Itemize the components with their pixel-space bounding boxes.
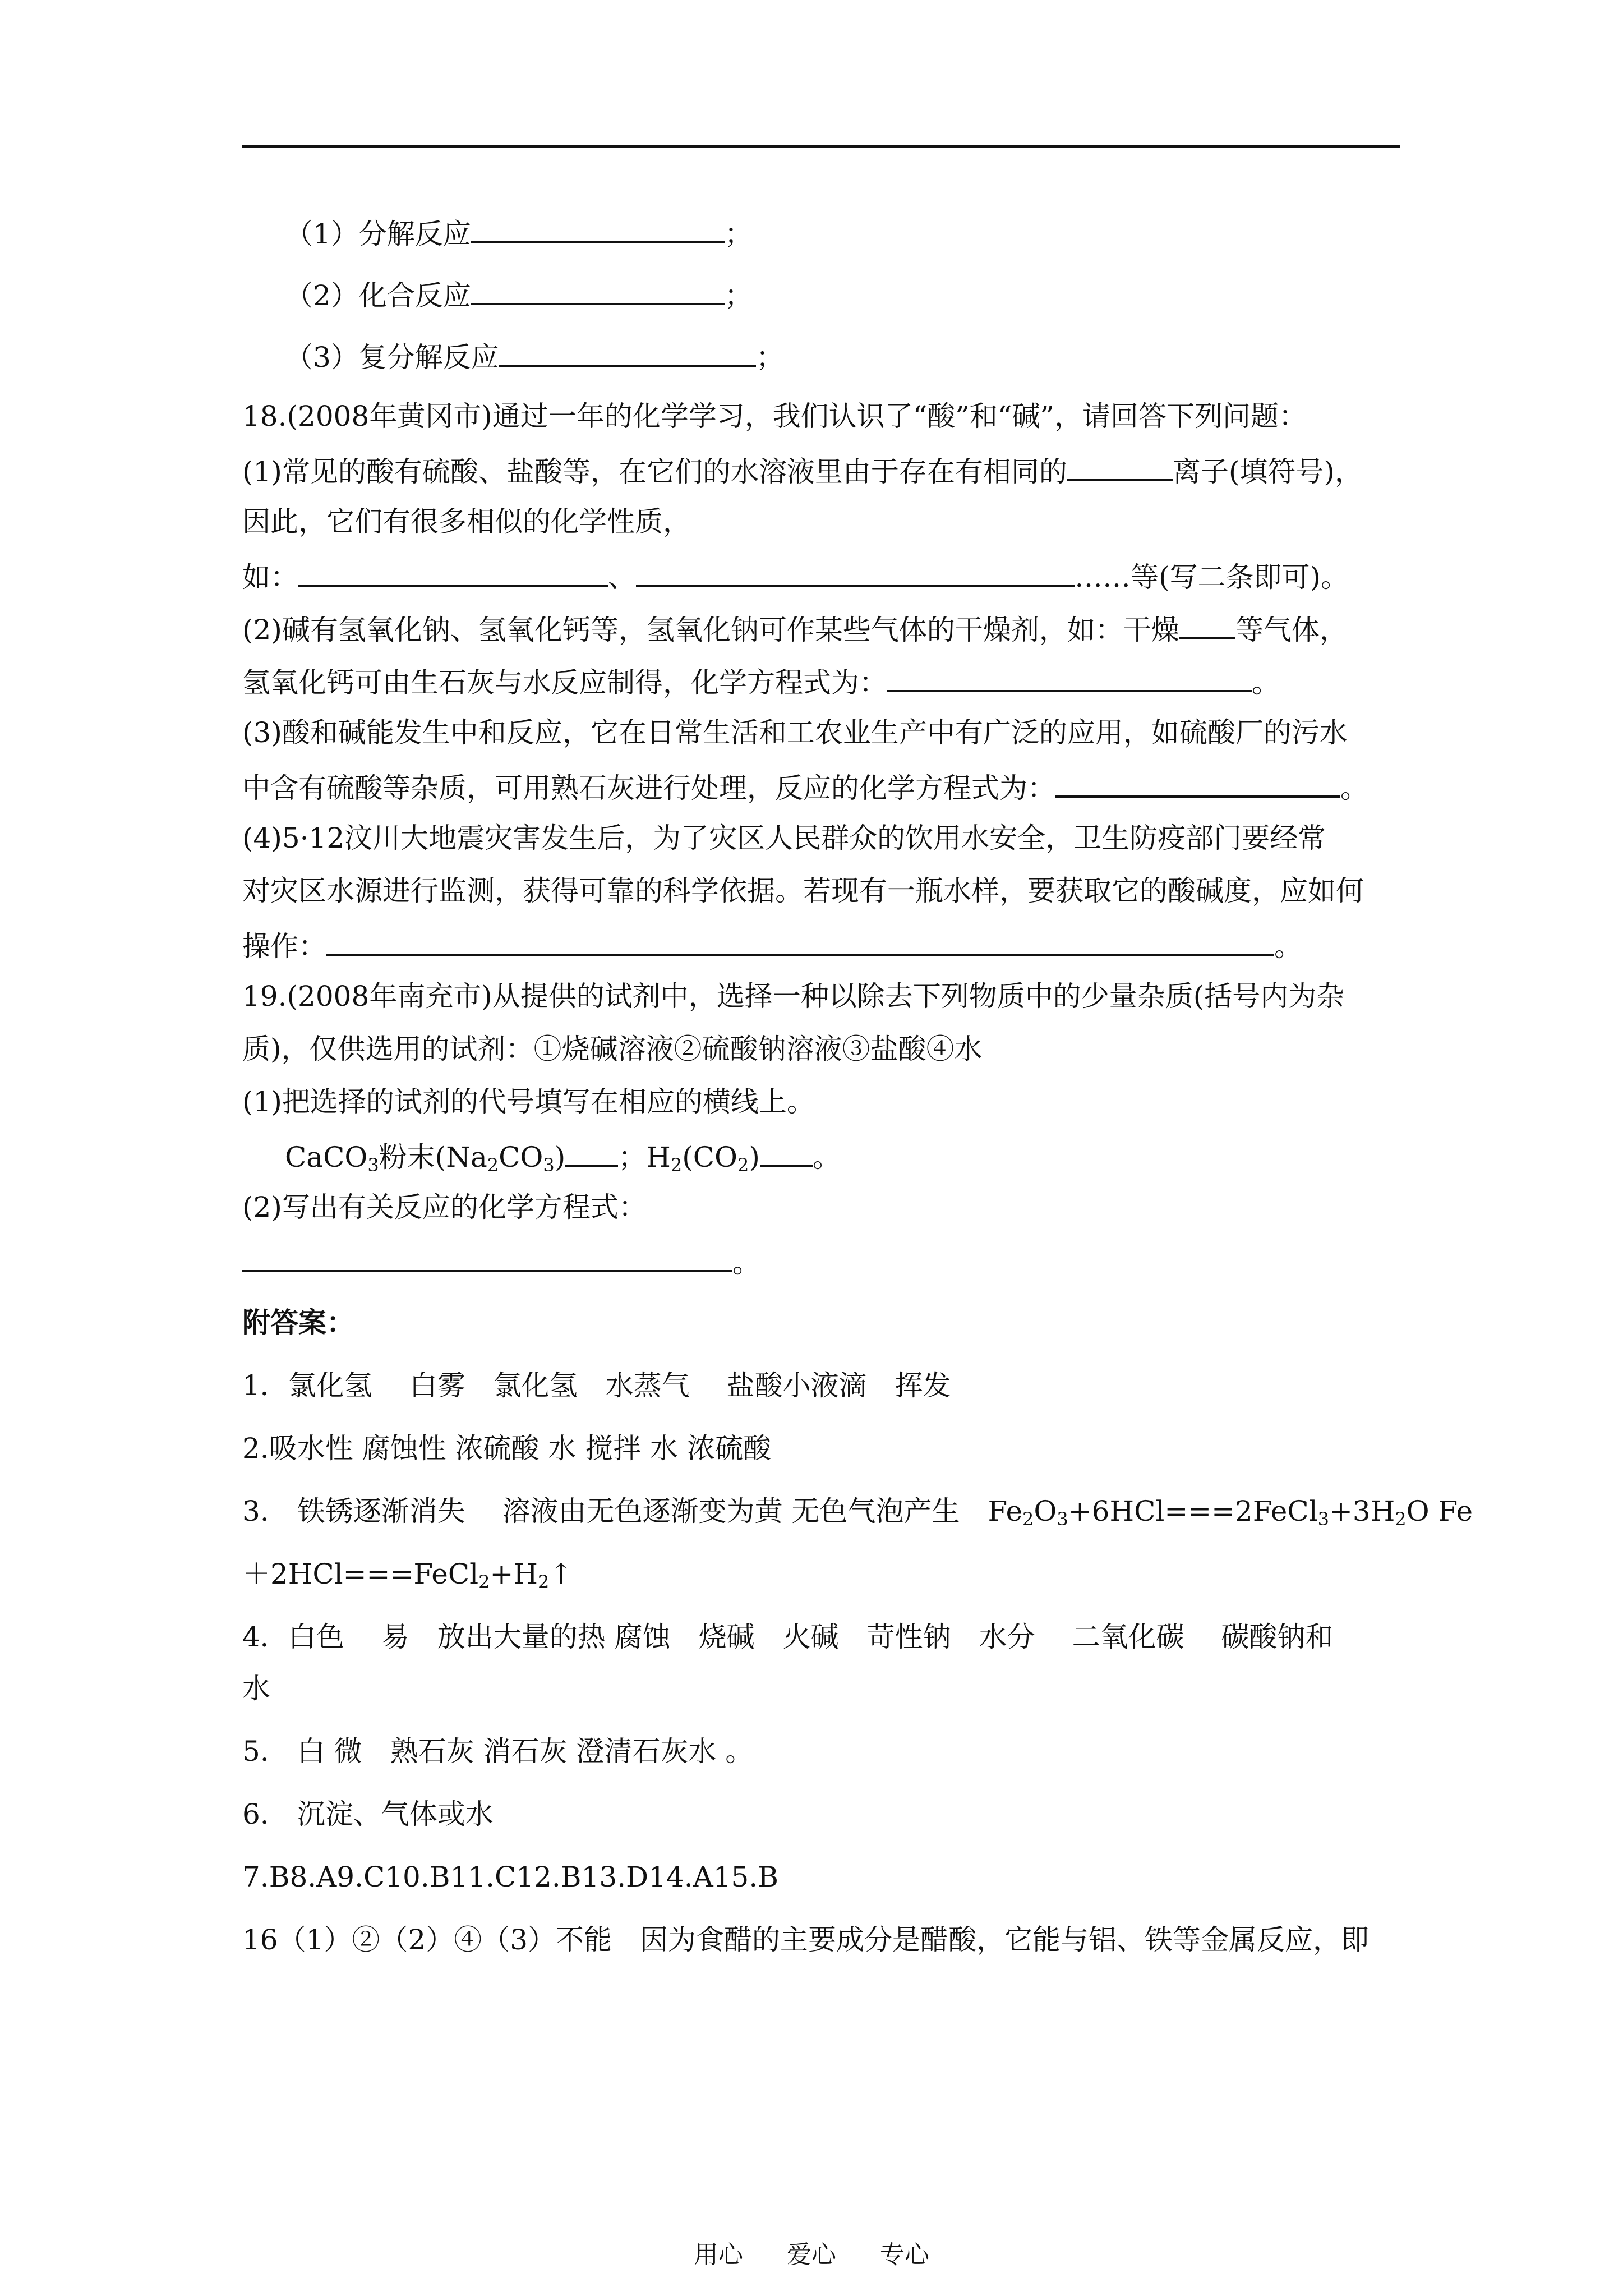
answer-blank[interactable] bbox=[887, 663, 1252, 692]
q18-part4-line2: 对灾区水源进行监测，获得可靠的科学依据。若现有一瓶水样，要获取它的酸碱度，应如何 bbox=[242, 875, 1364, 907]
formula-text: ) bbox=[554, 1141, 566, 1174]
q17-item-2-label: （2）化合反应 bbox=[285, 279, 471, 312]
page-footer bbox=[0, 2241, 1623, 2269]
q18-p4-prefix: 操作： bbox=[242, 930, 326, 963]
formula-text: +6HCl===2FeCl bbox=[1068, 1495, 1318, 1527]
answer-blank[interactable] bbox=[1055, 769, 1340, 798]
q18-p1-text: (1)常见的酸有硫酸、盐酸等，在它们的水溶液里由于存在有相同的 bbox=[242, 455, 1067, 488]
q18-p2-text: (2)碱有氢氧化钠、氢氧化钙等，氢氧化钠可作某些气体的干燥剂，如：干燥 bbox=[242, 614, 1179, 646]
q17-item-1 bbox=[285, 214, 753, 251]
period: 。 bbox=[812, 1141, 841, 1174]
period: 。 bbox=[1252, 666, 1280, 699]
q18-stem: 18.(2008年黄冈市)通过一年的化学学习，我们认识了“酸”和“碱”，请回答下列问题： bbox=[242, 400, 1307, 432]
separator: 、 bbox=[608, 561, 636, 593]
formula-text: +3H bbox=[1329, 1495, 1395, 1527]
formula-text: 粉末(Na bbox=[379, 1141, 487, 1174]
semicolon: ； bbox=[724, 218, 753, 250]
answer-blank[interactable] bbox=[326, 927, 1274, 956]
answer-3-line2: $+2HCl===FeCl_2+H_2↑$ bbox=[242, 1558, 573, 1593]
q17-item-3-label: （3）复分解反应 bbox=[285, 341, 499, 374]
q18-part3-line2 bbox=[242, 769, 1368, 805]
q19-part2-answer bbox=[242, 1243, 760, 1280]
answer-2: 2.吸水性 腐蚀性 浓硫酸 水 搅拌 水 浓硫酸 bbox=[242, 1432, 772, 1465]
q19-part1: (1)把选择的试剂的代号填写在相应的横线上。 bbox=[242, 1085, 815, 1118]
answer-blank[interactable] bbox=[1067, 452, 1173, 481]
q18-part2-line2 bbox=[242, 663, 1280, 700]
formula-text: O Fe bbox=[1406, 1495, 1473, 1527]
answer-blank[interactable] bbox=[636, 558, 1075, 587]
formula-text: CO bbox=[499, 1141, 543, 1174]
formula-text: (CO bbox=[682, 1141, 737, 1174]
answer-blank[interactable] bbox=[471, 276, 725, 305]
answer-blank[interactable] bbox=[471, 214, 725, 243]
formula-text: O bbox=[1034, 1495, 1057, 1527]
q18-part1-line3 bbox=[242, 558, 1349, 594]
answer-4-line2: 水 bbox=[242, 1672, 270, 1705]
q18-part2-line1 bbox=[242, 610, 1348, 647]
answer-4-line1: 4．白色 易 放出大量的热 腐蚀 烧碱 火碱 苛性钠 水分 二氧化碳 碳酸钠和 bbox=[242, 1621, 1334, 1653]
q18-part4-line1: (4)5·12汶川大地震灾害发生后，为了灾区人民群众的饮用水安全，卫生防疫部门要经常 bbox=[242, 822, 1326, 854]
formula-text: ＋2HCl===FeCl bbox=[242, 1558, 479, 1590]
q18-part1-line1 bbox=[242, 452, 1363, 489]
semicolon: ； bbox=[755, 341, 784, 374]
answer-7-15: 7.B8.A9.C10.B11.C12.B13.D14.A15.B bbox=[242, 1861, 779, 1893]
answer-6: 6. 沉淀、气体或水 bbox=[242, 1798, 494, 1830]
period: 。 bbox=[1340, 772, 1368, 804]
q19-stem-line1: 19.(2008年南充市)从提供的试剂中，选择一种以除去下列物质中的少量杂质(括号内为杂 bbox=[242, 980, 1345, 1013]
q18-p2-equation-label: 氢氧化钙可由生石灰与水反应制得，化学方程式为： bbox=[242, 666, 887, 699]
answer-16: 16（1）②（2）④（3）不能 因为食醋的主要成分是醋酸，它能与铝、铁等金属反应，即 bbox=[242, 1924, 1370, 1956]
q19-part2: (2)写出有关反应的化学方程式： bbox=[242, 1191, 647, 1223]
semicolon: ； bbox=[618, 1141, 647, 1174]
q19-stem-line2: 质)，仅供选用的试剂：①烧碱溶液②硫酸钠溶液③盐酸④水 bbox=[242, 1033, 983, 1065]
q18-p3-equation-label: 中含有硫酸等杂质，可用熟石灰进行处理，反应的化学方程式为： bbox=[242, 772, 1055, 804]
formula-text: +H bbox=[490, 1558, 538, 1590]
footer-word: 专心 bbox=[880, 2240, 929, 2269]
answer-3-text: 3. 铁锈逐渐消失 溶液由无色逐渐变为黄 无色气泡产生 Fe bbox=[242, 1495, 1023, 1527]
answer-blank[interactable] bbox=[499, 338, 756, 367]
q18-p1-prefix: 如： bbox=[242, 561, 298, 593]
footer-word: 用心 bbox=[694, 2240, 743, 2269]
formula-text: ) bbox=[749, 1141, 760, 1174]
header-rule bbox=[242, 145, 1400, 148]
q17-item-1-label: （1）分解反应 bbox=[285, 218, 471, 250]
footer-word: 爱心 bbox=[787, 2240, 836, 2269]
q18-p1-text-end: 离子(填符号)， bbox=[1172, 455, 1363, 488]
q19-part1-items: CaCO$_3$粉末$(Na_2CO_3)$ ；$H_2(CO_2)$ 。 bbox=[285, 1138, 841, 1174]
q18-part1-line2: 因此，它们有很多相似的化学性质， bbox=[242, 505, 691, 538]
answer-blank[interactable] bbox=[242, 1243, 732, 1272]
up-arrow-symbol: ↑ bbox=[549, 1558, 573, 1590]
answer-1: 1．氯化氢 白雾 氯化氢 水蒸气 盐酸小液滴 挥发 bbox=[242, 1369, 951, 1402]
answer-5: 5. 白 微 熟石灰 消石灰 澄清石灰水 。 bbox=[242, 1735, 754, 1768]
answer-blank[interactable] bbox=[565, 1138, 618, 1167]
semicolon: ； bbox=[724, 279, 753, 312]
q17-item-2 bbox=[285, 276, 753, 312]
answer-blank[interactable] bbox=[298, 558, 608, 587]
period: 。 bbox=[732, 1246, 760, 1279]
formula-text: H bbox=[646, 1141, 671, 1174]
answer-3-line1: 3. 铁锈逐渐消失 溶液由无色逐渐变为黄 无色气泡产生 $Fe_2O_3+6HCl===2FeCl_3+3H_2O$ Fe bbox=[242, 1495, 1473, 1530]
q18-part3-line1: (3)酸和碱能发生中和反应，它在日常生活和工农业生产中有广泛的应用，如硫酸厂的污水 bbox=[242, 716, 1348, 749]
answer-blank[interactable] bbox=[1179, 610, 1235, 639]
answers-title: 附答案： bbox=[242, 1306, 354, 1339]
period: 。 bbox=[1274, 930, 1302, 963]
q18-p1-suffix: ……等(写二条即可)。 bbox=[1075, 561, 1349, 593]
formula-text: CaCO bbox=[285, 1141, 368, 1174]
q17-item-3 bbox=[285, 338, 784, 374]
q18-p2-text-end: 等气体， bbox=[1235, 614, 1348, 646]
answer-blank[interactable] bbox=[760, 1138, 813, 1167]
q18-part4-line3 bbox=[242, 927, 1302, 963]
